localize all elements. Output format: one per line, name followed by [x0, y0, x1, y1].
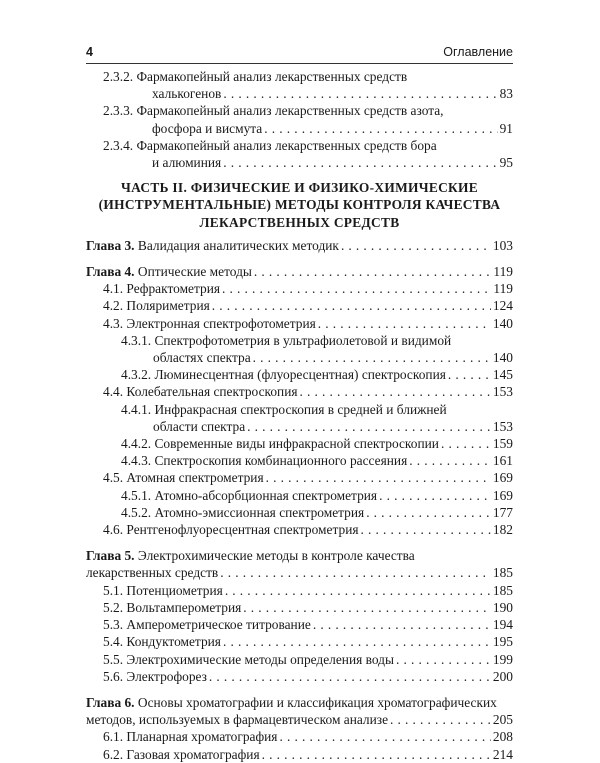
- toc-section-5-1[interactable]: [86, 582, 513, 599]
- chapter-label: Глава 3.: [86, 237, 135, 253]
- toc-section-4-6[interactable]: [86, 521, 513, 538]
- toc-entry-title: 4.6. Рентгенофлуоресцентная спектрометрия: [103, 522, 359, 538]
- toc-page-number: 119: [493, 281, 513, 297]
- chapter-title: Электрохимические методы в контроле качества: [137, 548, 415, 564]
- toc-page-number: 124: [492, 298, 513, 314]
- toc-page-number: 205: [492, 712, 513, 728]
- toc-entry-title: 5.6. Электрофорез: [103, 668, 207, 684]
- toc-page-number: 200: [492, 668, 513, 684]
- toc-entry-title: 5.2. Вольтамперометрия: [103, 599, 242, 615]
- toc-page-number: 140: [492, 350, 513, 366]
- toc-chapter-4[interactable]: [86, 263, 513, 280]
- chapter-title-cont: методов, используемых в фармацевтическом анализе: [86, 712, 389, 728]
- leader-dots: [222, 280, 491, 297]
- leader-dots: [262, 746, 491, 763]
- leader-dots: [253, 349, 491, 366]
- toc-entry-title: 4.4.1. Инфракрасная спектроскопия в средней и ближней: [121, 401, 447, 417]
- toc-entry-title: 4.5.2. Атомно-эмиссионная спектрометрия: [121, 504, 365, 520]
- toc-entry-title-cont: и алюминия: [152, 155, 222, 171]
- chapter-title: Оптические методы: [137, 264, 252, 280]
- leader-dots: [266, 469, 491, 486]
- leader-dots: [243, 599, 491, 616]
- toc-entry-title: 2.3.3. Фармакопейный анализ лекарственных средств азота,: [103, 103, 444, 119]
- toc-entry-title: 4.3.2. Люминесцентная (флуоресцентная) спектроскопия: [121, 367, 446, 383]
- toc-section-4-2[interactable]: [86, 297, 513, 314]
- leader-dots: [300, 383, 491, 400]
- toc-entry-2-3-3[interactable]: [86, 102, 513, 136]
- toc-chapter-3[interactable]: [86, 237, 513, 254]
- header-rule: [86, 63, 513, 64]
- toc-page-number: 194: [492, 617, 513, 633]
- toc-section-6-2[interactable]: [86, 746, 513, 763]
- page-header: [86, 41, 513, 63]
- toc-section-4-5-1[interactable]: [86, 487, 513, 504]
- toc-page-number: 214: [492, 746, 513, 762]
- toc-entry-title-cont: халькогенов: [152, 86, 222, 102]
- toc-entry-title: 4.3.1. Спектрофотометрия в ультрафиолетовой и видимой: [121, 332, 452, 348]
- toc-page-number: 119: [493, 264, 513, 280]
- toc-entry-title: 4.2. Поляриметрия: [103, 298, 210, 314]
- toc-page-number: 83: [499, 86, 513, 102]
- toc-section-4-4[interactable]: [86, 383, 513, 400]
- toc-page-number: 208: [492, 729, 513, 745]
- toc-page-number: 161: [492, 453, 513, 469]
- toc-section-4-5-2[interactable]: [86, 504, 513, 521]
- toc-entry-title: 4.5. Атомная спектрометрия: [103, 470, 264, 486]
- toc-entry-title: 5.3. Амперометрическое титрование: [103, 617, 311, 633]
- leader-dots: [361, 521, 491, 538]
- toc-page-number: 145: [492, 367, 513, 383]
- toc-section-4-1[interactable]: [86, 280, 513, 297]
- toc-page-number: 182: [492, 522, 513, 538]
- toc-page-number: 185: [492, 565, 513, 581]
- leader-dots: [341, 237, 491, 254]
- toc-entry-title-cont: области спектра: [153, 418, 246, 434]
- toc-section-5-5[interactable]: [86, 651, 513, 668]
- leader-dots: [264, 120, 497, 137]
- leader-dots: [318, 315, 491, 332]
- table-of-contents: [86, 68, 513, 763]
- toc-section-6-1[interactable]: [86, 728, 513, 745]
- chapter-label: Глава 6.: [86, 694, 135, 710]
- leader-dots: [313, 616, 491, 633]
- toc-entry-title-cont: областях спектра: [153, 350, 251, 366]
- toc-entry-title: 4.4.2. Современные виды инфракрасной спектроскопии: [121, 436, 439, 452]
- toc-entry-title: 6.2. Газовая хроматография: [103, 746, 260, 762]
- toc-page-number: 199: [492, 651, 513, 667]
- toc-entry-title: 4.4.3. Спектроскопия комбинационного рассеяния: [121, 453, 408, 469]
- toc-section-4-3-2[interactable]: [86, 366, 513, 383]
- toc-section-4-4-3[interactable]: [86, 452, 513, 469]
- toc-entry-title: 4.5.1. Атомно-абсорбционная спектрометрия: [121, 487, 378, 503]
- toc-entry-title: 5.5. Электрохимические методы определения воды: [103, 651, 394, 667]
- toc-section-5-6[interactable]: [86, 668, 513, 685]
- leader-dots: [220, 564, 491, 581]
- toc-section-4-4-1[interactable]: [86, 401, 513, 435]
- toc-page-number: 153: [492, 384, 513, 400]
- chapter-label: Глава 5.: [86, 548, 135, 564]
- toc-section-5-4[interactable]: [86, 633, 513, 650]
- toc-entry-title: 5.1. Потенциометрия: [103, 582, 223, 598]
- toc-page-number: 185: [492, 582, 513, 598]
- part-heading-line: ЛЕКАРСТВЕННЫХ СРЕДСТВ: [199, 214, 400, 230]
- toc-page-number: 169: [492, 470, 513, 486]
- toc-entry-title: 6.1. Планарная хроматография: [103, 729, 278, 745]
- leader-dots: [441, 435, 491, 452]
- leader-dots: [390, 711, 491, 728]
- leader-dots: [223, 633, 491, 650]
- page-number: 4: [86, 45, 93, 59]
- leader-dots: [279, 728, 490, 745]
- toc-page-number: 103: [492, 237, 513, 253]
- running-head: Оглавление: [443, 45, 513, 59]
- toc-page-number: 95: [499, 155, 513, 171]
- part-heading-line: (ИНСТРУМЕНТАЛЬНЫЕ) МЕТОДЫ КОНТРОЛЯ КАЧЕСТВА: [98, 197, 501, 213]
- toc-entry-2-3-4[interactable]: [86, 137, 513, 171]
- toc-section-4-3-1[interactable]: [86, 332, 513, 366]
- toc-section-5-2[interactable]: [86, 599, 513, 616]
- toc-entry-title: 4.4. Колебательная спектроскопия: [103, 384, 298, 400]
- leader-dots: [409, 452, 491, 469]
- toc-page-number: 140: [492, 315, 513, 331]
- leader-dots: [209, 668, 491, 685]
- leader-dots: [379, 487, 491, 504]
- leader-dots: [225, 582, 491, 599]
- toc-entry-title: 5.4. Кондуктометрия: [103, 634, 221, 650]
- toc-chapter-5[interactable]: [86, 547, 513, 581]
- toc-page-number: 159: [492, 436, 513, 452]
- toc-page-number: 91: [499, 120, 513, 136]
- leader-dots: [396, 651, 491, 668]
- toc-chapter-6[interactable]: [86, 694, 513, 728]
- toc-section-4-5[interactable]: [86, 469, 513, 486]
- toc-section-4-4-2[interactable]: [86, 435, 513, 452]
- toc-page-number: 195: [492, 634, 513, 650]
- chapter-title: Валидация аналитических методик: [137, 237, 339, 253]
- leader-dots: [223, 154, 497, 171]
- toc-page-number: 169: [492, 487, 513, 503]
- toc-page-number: 190: [492, 599, 513, 615]
- toc-section-5-3[interactable]: [86, 616, 513, 633]
- toc-page-number: 177: [492, 504, 513, 520]
- part-heading: [86, 179, 513, 231]
- toc-page-number: 153: [492, 418, 513, 434]
- leader-dots: [254, 263, 492, 280]
- leader-dots: [223, 85, 497, 102]
- toc-entry-title: 4.3. Электронная спектрофотометрия: [103, 315, 316, 331]
- part-heading-line: ЧАСТЬ II. ФИЗИЧЕСКИЕ И ФИЗИКО-ХИМИЧЕСКИЕ: [120, 180, 479, 196]
- toc-entry-title: 2.3.4. Фармакопейный анализ лекарственных средств бора: [103, 137, 437, 153]
- chapter-label: Глава 4.: [86, 264, 135, 280]
- leader-dots: [448, 366, 491, 383]
- toc-entry-2-3-2[interactable]: [86, 68, 513, 102]
- leader-dots: [366, 504, 491, 521]
- leader-dots: [212, 297, 491, 314]
- chapter-title: Основы хроматографии и классификация хроматографических: [137, 694, 497, 710]
- toc-entry-title: 2.3.2. Фармакопейный анализ лекарственных средств: [103, 69, 408, 84]
- chapter-title-cont: лекарственных средств: [86, 565, 219, 581]
- toc-entry-title: 4.1. Рефрактометрия: [103, 281, 221, 297]
- leader-dots: [247, 418, 491, 435]
- toc-entry-title-cont: фосфора и висмута: [152, 120, 263, 136]
- toc-section-4-3[interactable]: [86, 315, 513, 332]
